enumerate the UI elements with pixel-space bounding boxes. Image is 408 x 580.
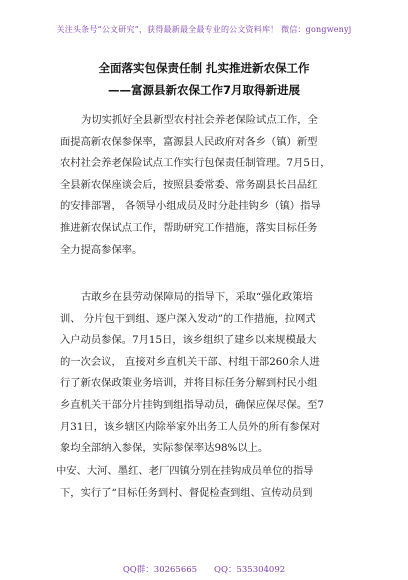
text-line: 训、 分片包干到组、逐户深入发动”的工作措施，拉网式: [60, 312, 316, 325]
text-line: 乡直机关干部分片挂钩到组指导动员，确保应保尽保。至7: [60, 398, 324, 411]
document-subtitle: ——富源县新农保工作7月取得新进展: [108, 83, 300, 97]
text-line: 的安排部署， 各领导小组成员及时分赴挂钩乡（镇）指导: [60, 200, 321, 213]
text-line: 行了新农保政策业务培训，并将目标任务分解到村民小组: [60, 377, 318, 390]
text-line: 入户动员参保。7月15日，该乡组织了建乡以来规模最大: [60, 334, 317, 347]
paragraph-3: [56, 461, 360, 504]
text-line: 的一次会议， 直接对乡直机关干部、村组干部260余人进: [60, 355, 320, 368]
text-line: 下，实行了“目标任务到村、督促检查到组、宣传动员到: [60, 486, 313, 499]
text-line: 农村社会养老保险试点工作实行包保责任制管理。7月5日，: [60, 157, 331, 170]
paragraph-2: [60, 287, 360, 460]
paragraph-1: [60, 110, 360, 261]
document-title: 全面落实包保责任制 扎实推进新农保工作: [98, 61, 310, 75]
text-line: 全县新农保座谈会后，按照县委常委、常务副县长吕品红: [60, 178, 318, 191]
text-line: 中安、大河、墨红、老厂四镇分别在挂钩成员单位的指导: [56, 465, 314, 477]
text-line: 推进新农保试点工作，帮助研究工作措施，落实目标任务: [60, 221, 318, 234]
text-line: 古敢乡在县劳动保障局的指导下，采取“强化政策培: [81, 291, 313, 303]
text-line: 面提高新农保参保率，富源县人民政府对各乡（镇）新型: [60, 135, 318, 148]
text-line: 为切实抓好全县新型农村社会养老保险试点工作，全: [81, 114, 318, 126]
text-line: 全力提高参保率。: [60, 243, 143, 256]
header-watermark-note: 关注头条号“公文研究”，获得最新最全最专业的公文资料库！ 微信：gongwenyj: [56, 25, 352, 34]
text-line: 象均全部纳入参保，实际参保率达98%以上。: [60, 442, 269, 455]
footer-contact: QQ群：30265665 QQ：535304092: [122, 565, 286, 575]
text-line: 月31日，该乡辖区内除举家外出务工人员外的所有参保对: [60, 420, 321, 433]
